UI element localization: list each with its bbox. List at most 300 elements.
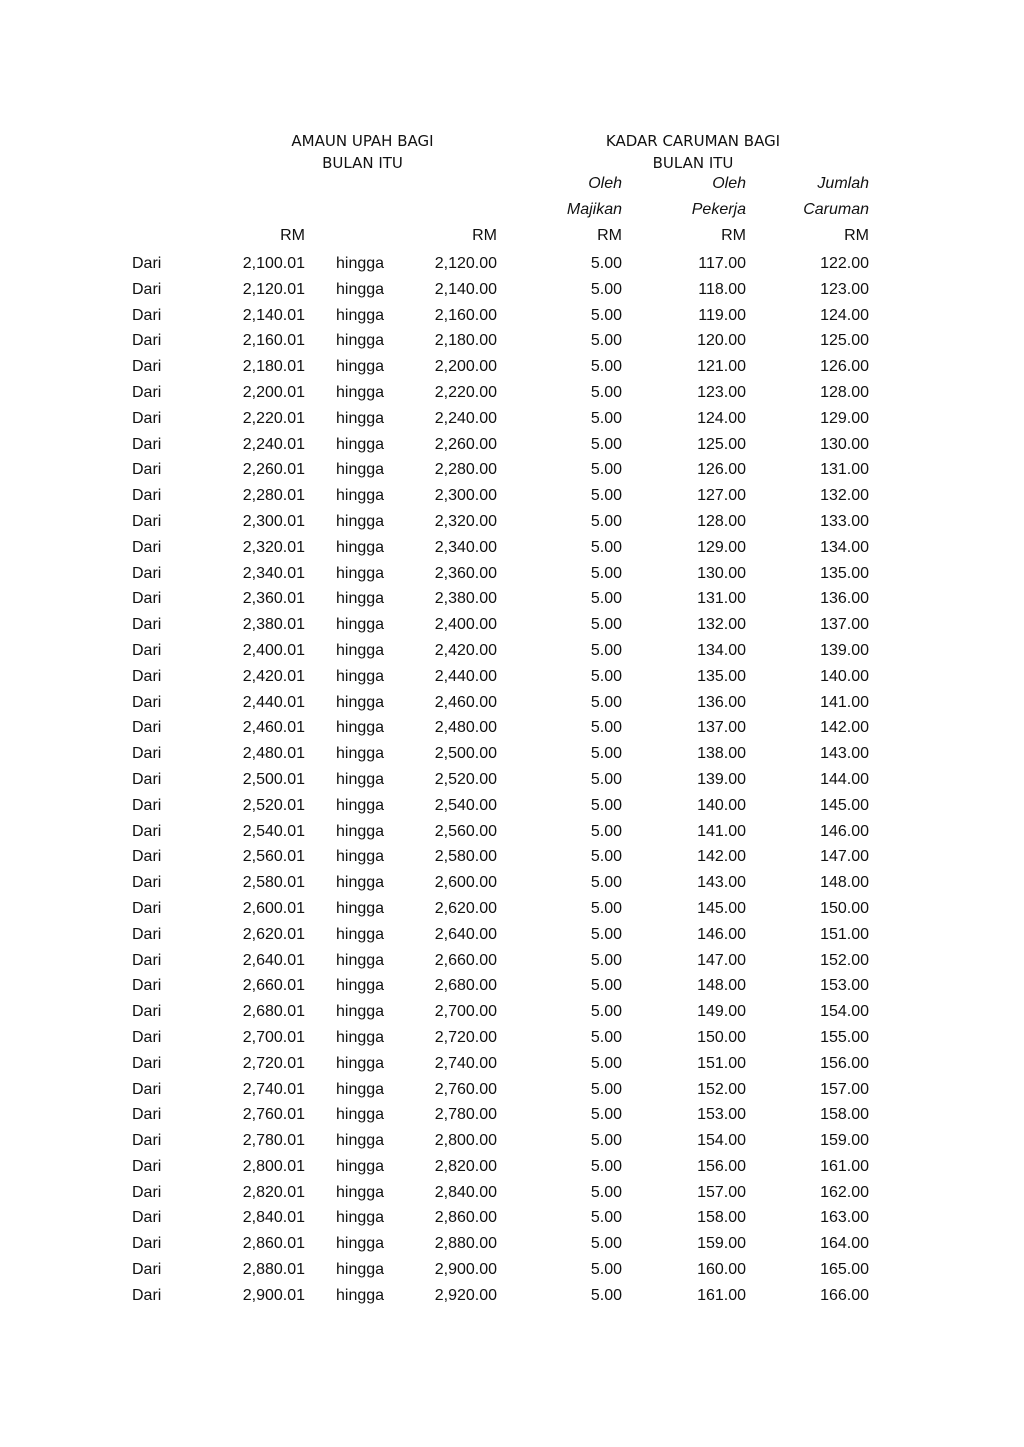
total-contribution: 148.00 (820, 874, 869, 892)
total-contribution: 152.00 (820, 951, 869, 969)
to-word: hingga (336, 538, 385, 556)
table-row (0, 845, 1024, 871)
to-word: hingga (336, 358, 385, 376)
from-word: Dari (132, 1209, 162, 1227)
wage-from: 2,140.01 (242, 306, 305, 324)
wage-from: 2,280.01 (242, 487, 305, 505)
total-contribution: 137.00 (820, 616, 869, 634)
wage-amount-heading (250, 130, 475, 174)
wage-from: 2,680.01 (242, 1003, 305, 1021)
to-word: hingga (336, 1132, 385, 1150)
employer-heading-line2: Majikan (566, 201, 622, 218)
wage-to: 2,260.00 (434, 435, 497, 453)
total-contribution: 166.00 (820, 1286, 869, 1304)
employee-contribution: 124.00 (697, 409, 746, 427)
total-contribution: 142.00 (820, 719, 869, 737)
to-word: hingga (336, 667, 385, 685)
employer-contribution: 5.00 (590, 280, 622, 298)
total-contribution: 156.00 (820, 1054, 869, 1072)
total-contribution: 143.00 (820, 745, 869, 763)
wage-from: 2,300.01 (242, 512, 305, 530)
employer-contribution: 5.00 (590, 409, 622, 427)
employee-contribution: 121.00 (697, 358, 746, 376)
wage-from: 2,720.01 (242, 1054, 305, 1072)
unit-label-from: RM (280, 227, 305, 244)
wage-from: 2,420.01 (242, 667, 305, 685)
table-row (0, 742, 1024, 768)
from-word: Dari (132, 487, 162, 505)
wage-from: 2,400.01 (242, 641, 305, 659)
wage-from: 2,260.01 (242, 461, 305, 479)
wage-from: 2,240.01 (242, 435, 305, 453)
table-row (0, 1206, 1024, 1232)
total-contribution: 155.00 (820, 1028, 869, 1046)
employee-contribution: 130.00 (697, 564, 746, 582)
contribution-rate-heading (573, 130, 813, 174)
from-word: Dari (132, 1261, 162, 1279)
table-row (0, 458, 1024, 484)
wage-from: 2,800.01 (242, 1157, 305, 1175)
employee-contribution: 125.00 (697, 435, 746, 453)
wage-to: 2,860.00 (434, 1209, 497, 1227)
to-word: hingga (336, 461, 385, 479)
table-row (0, 536, 1024, 562)
table-row (0, 1181, 1024, 1207)
wage-from: 2,600.01 (242, 899, 305, 917)
from-word: Dari (132, 667, 162, 685)
from-word: Dari (132, 1080, 162, 1098)
table-row (0, 1026, 1024, 1052)
table-row (0, 587, 1024, 613)
employee-contribution: 138.00 (697, 745, 746, 763)
employee-contribution: 139.00 (697, 770, 746, 788)
to-word: hingga (336, 1003, 385, 1021)
from-word: Dari (132, 306, 162, 324)
to-word: hingga (336, 719, 385, 737)
wage-from: 2,360.01 (242, 590, 305, 608)
wage-from: 2,180.01 (242, 358, 305, 376)
wage-from: 2,900.01 (242, 1286, 305, 1304)
employer-contribution: 5.00 (590, 925, 622, 943)
total-contribution: 162.00 (820, 1183, 869, 1201)
wage-to: 2,220.00 (434, 383, 497, 401)
total-contribution: 134.00 (820, 538, 869, 556)
from-word: Dari (132, 1286, 162, 1304)
employer-contribution: 5.00 (590, 1286, 622, 1304)
employer-contribution: 5.00 (590, 693, 622, 711)
employee-contribution: 135.00 (697, 667, 746, 685)
wage-from: 2,520.01 (242, 796, 305, 814)
total-contribution: 135.00 (820, 564, 869, 582)
to-word: hingga (336, 564, 385, 582)
total-contribution: 161.00 (820, 1157, 869, 1175)
employee-contribution: 129.00 (697, 538, 746, 556)
employer-contribution: 5.00 (590, 977, 622, 995)
employee-contribution: 141.00 (697, 822, 746, 840)
wage-to: 2,440.00 (434, 667, 497, 685)
employer-contribution: 5.00 (590, 1054, 622, 1072)
to-word: hingga (336, 1209, 385, 1227)
employee-contribution: 149.00 (697, 1003, 746, 1021)
total-contribution: 126.00 (820, 358, 869, 376)
table-row (0, 871, 1024, 897)
employer-contribution: 5.00 (590, 848, 622, 866)
employer-contribution: 5.00 (590, 822, 622, 840)
wage-to: 2,700.00 (434, 1003, 497, 1021)
from-word: Dari (132, 332, 162, 350)
to-word: hingga (336, 745, 385, 763)
table-row (0, 897, 1024, 923)
from-word: Dari (132, 770, 162, 788)
employee-contribution: 137.00 (697, 719, 746, 737)
employer-contribution: 5.00 (590, 332, 622, 350)
from-word: Dari (132, 616, 162, 634)
wage-to: 2,480.00 (434, 719, 497, 737)
wage-to: 2,640.00 (434, 925, 497, 943)
table-row (0, 794, 1024, 820)
wage-from: 2,320.01 (242, 538, 305, 556)
to-word: hingga (336, 641, 385, 659)
wage-to: 2,880.00 (434, 1235, 497, 1253)
employee-contribution: 142.00 (697, 848, 746, 866)
to-word: hingga (336, 280, 385, 298)
total-contribution: 145.00 (820, 796, 869, 814)
from-word: Dari (132, 1235, 162, 1253)
wage-heading-line1: AMAUN UPAH BAGI (291, 132, 434, 150)
to-word: hingga (336, 796, 385, 814)
table-row (0, 665, 1024, 691)
total-contribution: 150.00 (820, 899, 869, 917)
employer-contribution: 5.00 (590, 461, 622, 479)
employee-contribution: 123.00 (697, 383, 746, 401)
to-word: hingga (336, 255, 385, 272)
from-word: Dari (132, 1054, 162, 1072)
from-word: Dari (132, 745, 162, 763)
to-word: hingga (336, 1183, 385, 1201)
table-row (0, 433, 1024, 459)
to-word: hingga (336, 435, 385, 453)
to-word: hingga (336, 874, 385, 892)
from-word: Dari (132, 383, 162, 401)
employer-contribution: 5.00 (590, 255, 622, 272)
wage-to: 2,680.00 (434, 977, 497, 995)
from-word: Dari (132, 435, 162, 453)
wage-to: 2,160.00 (434, 306, 497, 324)
wage-to: 2,320.00 (434, 512, 497, 530)
from-word: Dari (132, 899, 162, 917)
employee-contribution: 145.00 (697, 899, 746, 917)
from-word: Dari (132, 977, 162, 995)
wage-to: 2,200.00 (434, 358, 497, 376)
to-word: hingga (336, 409, 385, 427)
wage-from: 2,440.01 (242, 693, 305, 711)
total-contribution: 125.00 (820, 332, 869, 350)
table-row (0, 974, 1024, 1000)
employer-contribution: 5.00 (590, 538, 622, 556)
wage-to: 2,840.00 (434, 1183, 497, 1201)
employee-contribution: 136.00 (697, 693, 746, 711)
wage-to: 2,240.00 (434, 409, 497, 427)
wage-to: 2,820.00 (434, 1157, 497, 1175)
to-word: hingga (336, 848, 385, 866)
wage-to: 2,280.00 (434, 461, 497, 479)
from-word: Dari (132, 590, 162, 608)
employer-contribution: 5.00 (590, 1183, 622, 1201)
employer-contribution: 5.00 (590, 745, 622, 763)
employee-contribution: 146.00 (697, 925, 746, 943)
from-word: Dari (132, 1157, 162, 1175)
wage-to: 2,420.00 (434, 641, 497, 659)
to-word: hingga (336, 925, 385, 943)
table-row (0, 1232, 1024, 1258)
to-word: hingga (336, 822, 385, 840)
to-word: hingga (336, 1235, 385, 1253)
table-row (0, 1129, 1024, 1155)
from-word: Dari (132, 538, 162, 556)
employer-contribution: 5.00 (590, 306, 622, 324)
employer-contribution: 5.00 (590, 1209, 622, 1227)
employer-contribution: 5.00 (590, 770, 622, 788)
wage-from: 2,560.01 (242, 848, 305, 866)
total-contribution: 153.00 (820, 977, 869, 995)
employer-contribution: 5.00 (590, 1235, 622, 1253)
wage-from: 2,880.01 (242, 1261, 305, 1279)
to-word: hingga (336, 1106, 385, 1124)
wage-to: 2,380.00 (434, 590, 497, 608)
table-row (0, 329, 1024, 355)
employee-contribution: 153.00 (697, 1106, 746, 1124)
employer-contribution: 5.00 (590, 1261, 622, 1279)
wage-to: 2,760.00 (434, 1080, 497, 1098)
table-row (0, 510, 1024, 536)
from-word: Dari (132, 925, 162, 943)
wage-to: 2,360.00 (434, 564, 497, 582)
employee-contribution: 126.00 (697, 461, 746, 479)
wage-from: 2,780.01 (242, 1132, 305, 1150)
to-word: hingga (336, 332, 385, 350)
employer-contribution: 5.00 (590, 951, 622, 969)
from-word: Dari (132, 1106, 162, 1124)
to-word: hingga (336, 306, 385, 324)
total-heading-line2: Caruman (803, 201, 869, 218)
from-word: Dari (132, 1028, 162, 1046)
table-row (0, 1000, 1024, 1026)
wage-from: 2,340.01 (242, 564, 305, 582)
from-word: Dari (132, 641, 162, 659)
employee-contribution: 128.00 (697, 512, 746, 530)
from-word: Dari (132, 358, 162, 376)
from-word: Dari (132, 512, 162, 530)
from-word: Dari (132, 409, 162, 427)
to-word: hingga (336, 512, 385, 530)
employee-contribution: 152.00 (697, 1080, 746, 1098)
employer-contribution: 5.00 (590, 641, 622, 659)
total-contribution: 157.00 (820, 1080, 869, 1098)
wage-to: 2,800.00 (434, 1132, 497, 1150)
total-contribution: 129.00 (820, 409, 869, 427)
wage-from: 2,500.01 (242, 770, 305, 788)
employee-contribution: 159.00 (697, 1235, 746, 1253)
to-word: hingga (336, 487, 385, 505)
total-heading-line1: Jumlah (817, 175, 869, 192)
table-row (0, 949, 1024, 975)
from-word: Dari (132, 848, 162, 866)
total-contribution: 124.00 (820, 306, 869, 324)
to-word: hingga (336, 590, 385, 608)
wage-from: 2,380.01 (242, 616, 305, 634)
wage-to: 2,620.00 (434, 899, 497, 917)
employer-contribution: 5.00 (590, 487, 622, 505)
employee-contribution: 158.00 (697, 1209, 746, 1227)
total-contribution: 151.00 (820, 925, 869, 943)
wage-from: 2,120.01 (242, 280, 305, 298)
from-word: Dari (132, 1132, 162, 1150)
to-word: hingga (336, 899, 385, 917)
to-word: hingga (336, 1054, 385, 1072)
to-word: hingga (336, 1028, 385, 1046)
from-word: Dari (132, 719, 162, 737)
wage-to: 2,580.00 (434, 848, 497, 866)
from-word: Dari (132, 693, 162, 711)
table-row (0, 613, 1024, 639)
wage-from: 2,820.01 (242, 1183, 305, 1201)
wage-to: 2,780.00 (434, 1106, 497, 1124)
employee-contribution: 161.00 (697, 1286, 746, 1304)
wage-to: 2,920.00 (434, 1286, 497, 1304)
total-contribution: 163.00 (820, 1209, 869, 1227)
wage-to: 2,560.00 (434, 822, 497, 840)
employee-contribution: 147.00 (697, 951, 746, 969)
employee-contribution: 132.00 (697, 616, 746, 634)
table-row (0, 1052, 1024, 1078)
employee-contribution: 160.00 (697, 1261, 746, 1279)
wage-to: 2,180.00 (434, 332, 497, 350)
employee-contribution: 150.00 (697, 1028, 746, 1046)
to-word: hingga (336, 1261, 385, 1279)
employee-contribution: 120.00 (697, 332, 746, 350)
employer-contribution: 5.00 (590, 1028, 622, 1046)
wage-to: 2,500.00 (434, 745, 497, 763)
from-word: Dari (132, 1183, 162, 1201)
from-word: Dari (132, 874, 162, 892)
wage-from: 2,700.01 (242, 1028, 305, 1046)
employee-contribution: 127.00 (697, 487, 746, 505)
employee-heading-line1: Oleh (712, 175, 746, 192)
employer-contribution: 5.00 (590, 899, 622, 917)
table-row (0, 562, 1024, 588)
total-contribution: 146.00 (820, 822, 869, 840)
unit-label-to: RM (472, 227, 497, 244)
wage-to: 2,140.00 (434, 280, 497, 298)
employer-contribution: 5.00 (590, 874, 622, 892)
total-contribution: 164.00 (820, 1235, 869, 1253)
wage-from: 2,540.01 (242, 822, 305, 840)
wage-from: 2,200.01 (242, 383, 305, 401)
employer-heading-line1: Oleh (588, 175, 622, 192)
employer-contribution: 5.00 (590, 1157, 622, 1175)
employer-contribution: 5.00 (590, 796, 622, 814)
wage-from: 2,100.01 (242, 255, 305, 272)
table-row (0, 278, 1024, 304)
employee-contribution: 156.00 (697, 1157, 746, 1175)
to-word: hingga (336, 616, 385, 634)
to-word: hingga (336, 1080, 385, 1098)
employee-contribution: 117.00 (698, 255, 746, 272)
wage-to: 2,660.00 (434, 951, 497, 969)
employee-contribution: 118.00 (698, 280, 746, 298)
table-row (0, 381, 1024, 407)
wage-from: 2,460.01 (242, 719, 305, 737)
total-contribution: 141.00 (820, 693, 869, 711)
unit-label-total: RM (844, 227, 869, 244)
rate-heading-line1: KADAR CARUMAN BAGI (605, 132, 781, 150)
contribution-table-body (0, 252, 1024, 1310)
wage-from: 2,660.01 (242, 977, 305, 995)
wage-from: 2,580.01 (242, 874, 305, 892)
table-row (0, 1258, 1024, 1284)
table-row (0, 407, 1024, 433)
from-word: Dari (132, 461, 162, 479)
to-word: hingga (336, 693, 385, 711)
table-row (0, 820, 1024, 846)
total-contribution: 144.00 (820, 770, 869, 788)
total-contribution: 154.00 (820, 1003, 869, 1021)
total-contribution: 123.00 (820, 280, 869, 298)
to-word: hingga (336, 977, 385, 995)
employer-contribution: 5.00 (590, 667, 622, 685)
wage-from: 2,620.01 (242, 925, 305, 943)
employer-contribution: 5.00 (590, 590, 622, 608)
employer-contribution: 5.00 (590, 358, 622, 376)
from-word: Dari (132, 951, 162, 969)
table-row (0, 1155, 1024, 1181)
wage-from: 2,640.01 (242, 951, 305, 969)
employer-contribution: 5.00 (590, 435, 622, 453)
total-contribution: 133.00 (820, 512, 869, 530)
wage-to: 2,300.00 (434, 487, 497, 505)
total-contribution: 140.00 (820, 667, 869, 685)
wage-from: 2,160.01 (242, 332, 305, 350)
wage-from: 2,760.01 (242, 1106, 305, 1124)
employer-contribution: 5.00 (590, 1106, 622, 1124)
total-contribution: 131.00 (820, 461, 869, 479)
employer-contribution: 5.00 (590, 1080, 622, 1098)
employee-contribution: 143.00 (697, 874, 746, 892)
unit-label-employee: RM (721, 227, 746, 244)
total-contribution: 136.00 (820, 590, 869, 608)
employee-contribution: 157.00 (697, 1183, 746, 1201)
table-row (0, 484, 1024, 510)
to-word: hingga (336, 770, 385, 788)
to-word: hingga (336, 1286, 385, 1304)
wage-to: 2,460.00 (434, 693, 497, 711)
wage-from: 2,480.01 (242, 745, 305, 763)
employer-contribution: 5.00 (590, 383, 622, 401)
from-word: Dari (132, 564, 162, 582)
table-row (0, 691, 1024, 717)
employer-contribution: 5.00 (590, 719, 622, 737)
employer-contribution: 5.00 (590, 616, 622, 634)
table-row (0, 768, 1024, 794)
to-word: hingga (336, 951, 385, 969)
employee-contribution: 140.00 (697, 796, 746, 814)
employee-contribution: 154.00 (697, 1132, 746, 1150)
total-contribution: 165.00 (820, 1261, 869, 1279)
from-word: Dari (132, 255, 162, 272)
from-word: Dari (132, 822, 162, 840)
wage-from: 2,220.01 (242, 409, 305, 427)
total-contribution: 158.00 (820, 1106, 869, 1124)
